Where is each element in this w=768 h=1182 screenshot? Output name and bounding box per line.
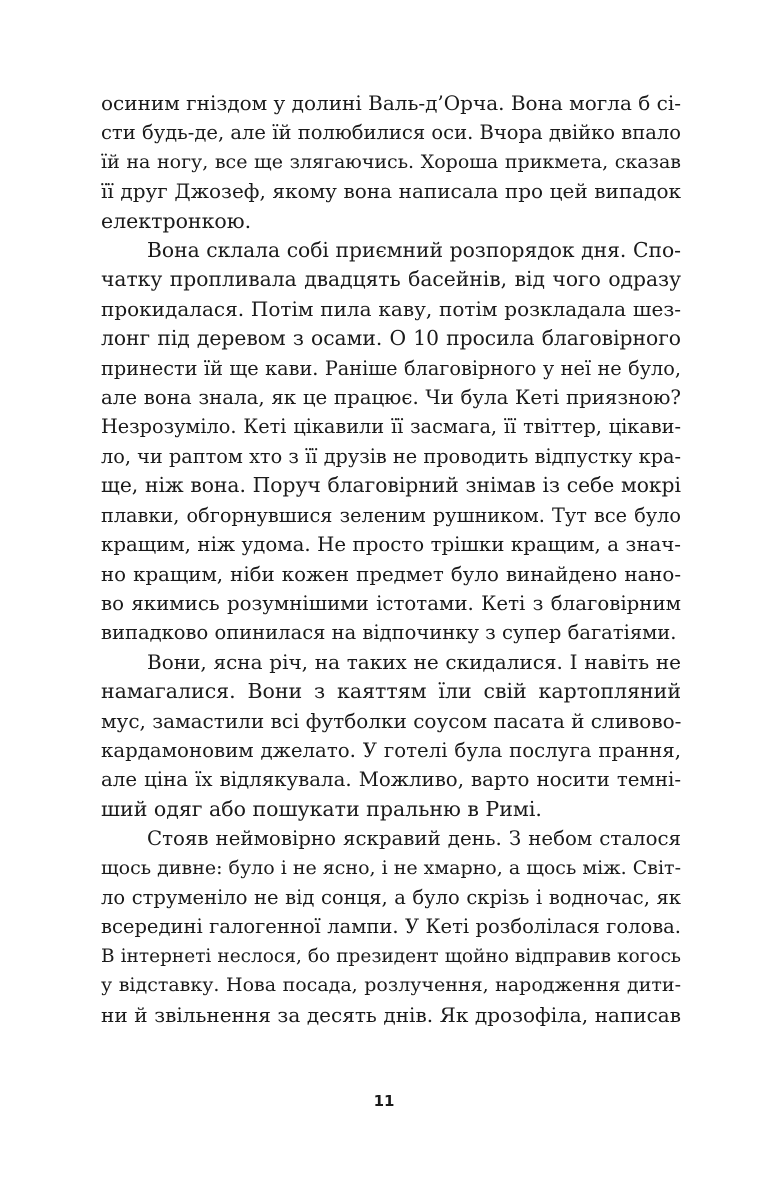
text-line: намагалися. Вони з каяттям їли свій картопляний — [101, 679, 681, 704]
text-line: але ціна їх відлякувала. Можливо, варто носити темні- — [101, 768, 681, 792]
text-line: випадково опинилася на відпочинку з супер багатіями. — [101, 621, 677, 645]
text-line: всередині галогенної лампи. У Кеті розболілася голова. — [101, 915, 681, 939]
text-line: електронкою. — [101, 208, 252, 233]
text-line: кращим, ніж удома. Не просто трішки кращим, а знач- — [101, 533, 681, 557]
text-line: їй на ногу, все ще злягаючись. Хороша прикмета, сказав — [101, 150, 681, 173]
text-line: мус, замастили всі футболки соусом пасата й сливово- — [101, 708, 682, 733]
text-line: щось дивне: було і не ясно, і не хмарно, а щось між. Світ- — [101, 856, 681, 879]
text-line: кардамоновим джелато. У готелі була послуга прання, — [101, 738, 681, 762]
text-line: осиним гніздом у долині Валь-д’Орча. Вона могла б сі- — [101, 91, 681, 115]
text-line: Стояв неймовірно яскравий день. З небом сталося — [147, 827, 681, 851]
text-line: Незрозуміло. Кеті цікавили її засмага, її твіттер, цікави- — [101, 415, 681, 439]
text-line: її друг Джозеф, якому вона написала про цей випадок — [101, 179, 681, 204]
text-line: ще, ніж вона. Поруч благовірний знімав із себе мокрі — [101, 473, 681, 498]
text-line: В інтернеті неслося, бо президент щойно відправив когось — [101, 945, 681, 967]
text-line: принести їй ще кави. Раніше благовірного у неї не було, — [101, 356, 681, 380]
paragraph-1 — [101, 89, 681, 236]
text-line: ший одяг або пошукати пральню в Римі. — [101, 796, 542, 821]
text-line: сти будь-де, але їй полюбилися оси. Вчора двійко впало — [101, 121, 681, 145]
text-line: Вони, ясна річ, на таких не скидалися. І навіть не — [147, 649, 681, 674]
text-line: але вона знала, як це працює. Чи була Кеті приязною? — [101, 386, 681, 410]
text-line: прокидалася. Потім пила каву, потім розкладала шез- — [101, 296, 681, 321]
text-line: у відставку. Нова посада, розлучення, народження дити- — [101, 974, 681, 997]
text-line: во якимись розумнішими істотами. Кеті з благовірним — [101, 591, 681, 615]
text-line: ни й звільнення за десять днів. Як дрозофіла, написав — [101, 1002, 681, 1027]
text-line: ло струменіло не від сонця, а було скрізь і водночас, як — [101, 885, 681, 909]
paragraph-4 — [101, 824, 681, 1030]
text-line: лонг під деревом з осами. О 10 просила благовірного — [101, 326, 681, 351]
page-number: 11 — [373, 1092, 395, 1110]
text-line: плавки, обгорнувшися зеленим рушником. Тут все було — [101, 503, 681, 527]
text-line: но кращим, ніби кожен предмет було винайдено нано- — [101, 562, 681, 586]
text-line: чатку пропливала двадцять басейнів, від чого одразу — [101, 267, 681, 292]
text-line: Вона склала собі приємний розпорядок дня. Спо- — [147, 238, 681, 263]
paragraph-3 — [101, 648, 681, 824]
text-line: ло, чи раптом хто з її друзів не проводить відпустку кра- — [101, 444, 681, 468]
paragraph-2 — [101, 236, 681, 648]
page-text — [101, 89, 681, 1030]
